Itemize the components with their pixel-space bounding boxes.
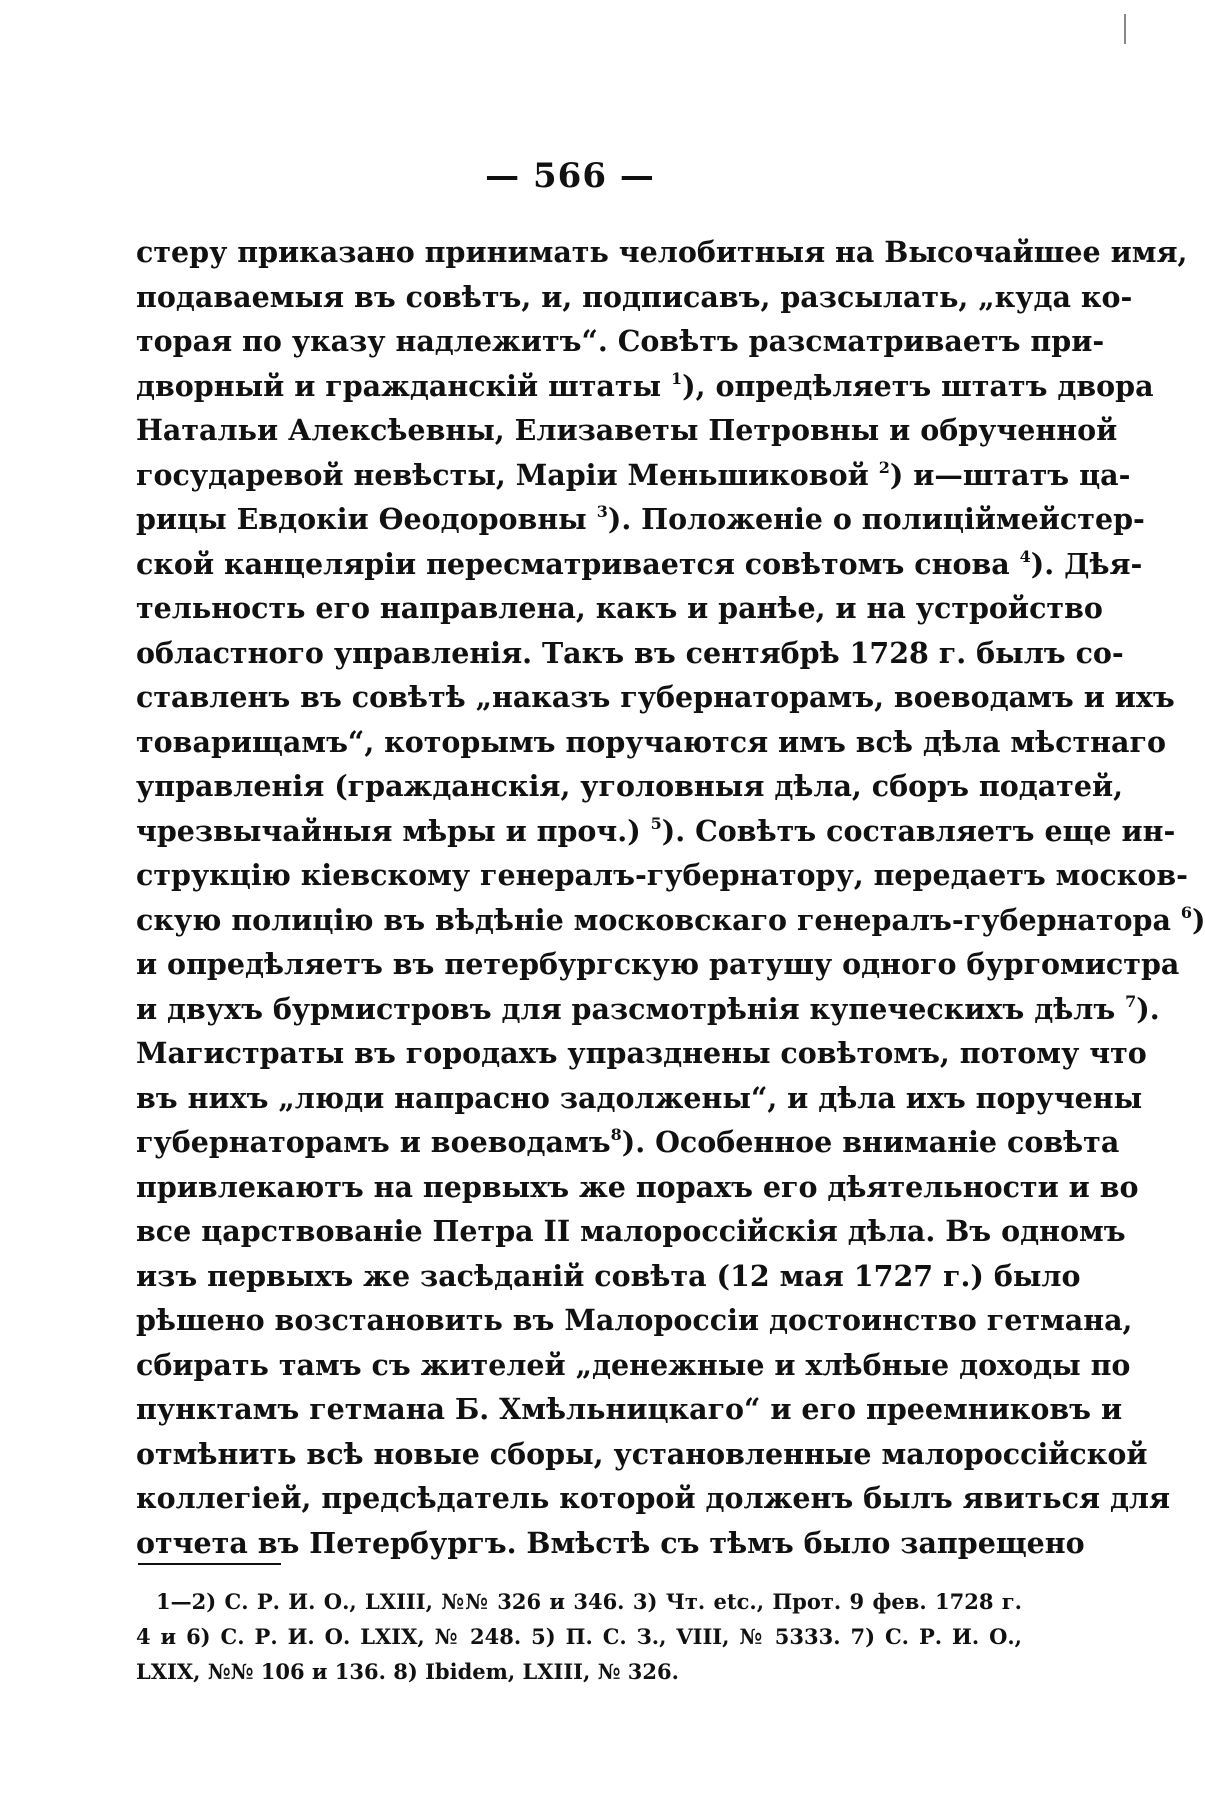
- text-line: изъ первыхъ же засѣданій совѣта (12 мая 1727 г.) было: [136, 1258, 1081, 1293]
- text-line: стеру приказано принимать челобитныя на Высочайшее имя,: [136, 235, 1188, 269]
- text-segment: и двухъ бурмистровъ для разсмотрѣнія купеческихъ дѣлъ: [136, 991, 1116, 1026]
- footnote-ref: 3: [596, 502, 608, 521]
- text-segment: ). Дѣя-: [1030, 546, 1143, 581]
- text-line: товарищамъ“, которымъ поручаются имъ всѣ дѣла мѣстнаго: [136, 724, 1166, 759]
- text-segment: ). Положеніе о полиціймейстер-: [607, 502, 1145, 536]
- footnotes: [136, 1584, 1022, 1689]
- text-segment: ): [1191, 902, 1205, 937]
- footnote-ref: 2: [878, 457, 890, 477]
- text-line: и опредѣляетъ въ петербургскую ратушу одного бургомистра: [136, 947, 1180, 981]
- footnote-ref: 7: [1125, 991, 1137, 1011]
- text-line: [136, 898, 1205, 943]
- footnote-line: 1—2) С. Р. И. О., LXIII, №№ 326 и 346. 3) Чт. etc., Прот. 9 фев. 1728 г.: [156, 1589, 1022, 1614]
- footnote-divider: [138, 1563, 281, 1565]
- text-line: [136, 364, 1154, 409]
- text-line: тельность его направлена, какъ и ранѣе, и на устройство: [136, 591, 1103, 625]
- text-line: областного управленія. Такъ въ сентябрѣ 1728 г. былъ со-: [136, 635, 1124, 670]
- text-segment: ) и—штатъ ца-: [889, 457, 1131, 492]
- text-line: подаваемыя въ совѣтъ, и, подписавъ, разсылать, „куда ко-: [136, 279, 1133, 314]
- text-segment: ). Совѣтъ составляетъ еще ин-: [661, 813, 1176, 848]
- text-segment: губернаторамъ и воеводамъ: [136, 1125, 611, 1159]
- text-segment: скую полицію въ вѣдѣніе московскаго генералъ-губернатора: [136, 902, 1171, 937]
- footnote-line: LXIX, №№ 106 и 136. 8) Ibidem, LXIII, № 326.: [136, 1659, 679, 1684]
- text-line: [136, 497, 1145, 542]
- text-segment: ). Особенное вниманіе совѣта: [621, 1125, 1120, 1159]
- text-line: торая по указу надлежитъ“. Совѣтъ разсматриваетъ при-: [136, 324, 1105, 358]
- text-line: струкцію кіевскому генералъ-губернатору, передаетъ москов-: [136, 858, 1188, 892]
- footnote-line: 4 и 6) С. Р. И. О. LXIX, № 248. 5) П. С. З., VIII, № 5333. 7) С. Р. И. О.,: [136, 1624, 1022, 1649]
- text-line: [136, 453, 1131, 498]
- text-line: ставленъ въ совѣтѣ „наказъ губернаторамъ, воеводамъ и ихъ: [136, 680, 1175, 714]
- text-line: управленія (гражданскія, уголовныя дѣла, сборъ податей,: [136, 769, 1124, 803]
- text-line: привлекаютъ на первыхъ же порахъ его дѣятельности и во: [136, 1169, 1139, 1204]
- text-line: коллегіей, предсѣдатель которой долженъ былъ явиться для: [136, 1481, 1171, 1515]
- text-line: рѣшено возстановить въ Малороссіи достоинство гетмана,: [136, 1303, 1133, 1337]
- text-segment: ), опредѣляетъ штатъ двора: [682, 368, 1154, 403]
- text-line: [136, 809, 1176, 854]
- text-segment: рицы Евдокіи Өеодоровны: [136, 502, 587, 536]
- text-line: отмѣнить всѣ новые сборы, установленные малороссійской: [136, 1436, 1148, 1471]
- text-segment: чрезвычайныя мѣры и проч.): [136, 813, 641, 848]
- text-line: пунктамъ гетмана Б. Хмѣльницкаго“ и его преемниковъ и: [136, 1392, 1123, 1426]
- footnote-ref: 4: [1019, 546, 1031, 566]
- text-line: отчета въ Петербургъ. Вмѣстѣ съ тѣмъ было запрещено: [136, 1525, 1085, 1560]
- footnote-ref: 1: [671, 368, 683, 388]
- text-line: Магистраты въ городахъ упразднены совѣтомъ, потому что: [136, 1036, 1147, 1070]
- text-line: [136, 987, 1160, 1032]
- page-number: — 566 —: [485, 156, 655, 196]
- body-text: [136, 230, 1205, 1565]
- text-line: Натальи Алексѣевны, Елизаветы Петровны и обрученной: [136, 413, 1118, 447]
- footnote-ref: 5: [650, 813, 662, 833]
- text-segment: ).: [1136, 991, 1160, 1026]
- text-line: сбирать тамъ съ жителей „денежные и хлѣбные доходы по: [136, 1347, 1131, 1382]
- footnote-ref: 8: [610, 1125, 622, 1144]
- text-line: все царствованіе Петра II малороссійскія дѣла. Въ одномъ: [136, 1214, 1126, 1248]
- footnote-ref: 6: [1180, 902, 1192, 922]
- text-line: въ нихъ „люди напрасно задолжены“, и дѣла ихъ поручены: [136, 1080, 1143, 1115]
- scan-edge-mark: [1124, 14, 1126, 44]
- text-line: [136, 542, 1143, 587]
- text-segment: государевой невѣсты, Маріи Меньшиковой: [136, 457, 869, 492]
- text-segment: дворный и гражданскій штаты: [136, 368, 662, 403]
- text-line: [136, 1120, 1120, 1165]
- text-segment: ской канцеляріи пересматривается совѣтомъ снова: [136, 546, 1010, 581]
